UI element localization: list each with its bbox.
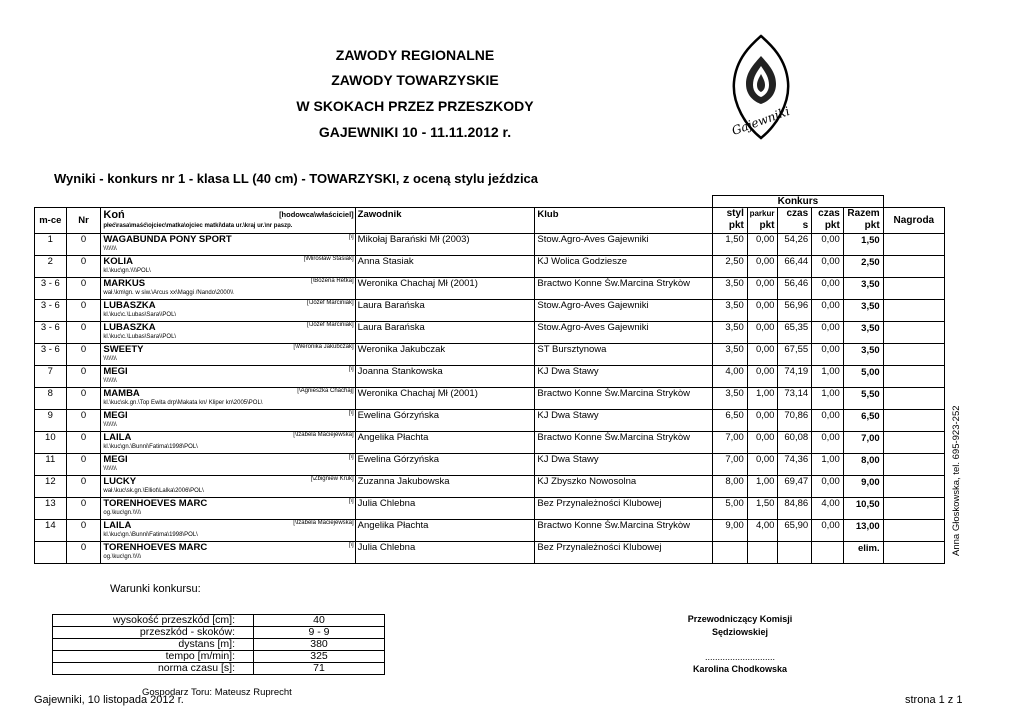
czas-cell: 65,35 — [778, 322, 812, 344]
col-czas-pkt — [812, 208, 844, 234]
horse-desc: \\\\\\\\ — [103, 422, 117, 428]
col-parkur-bot: pkt — [759, 220, 775, 231]
club-cell: KJ Dwa Stawy — [535, 410, 713, 432]
col-czas-pkt-top: czas — [818, 208, 840, 219]
place-cell: 3 - 6 — [35, 278, 67, 300]
conditions-table — [52, 614, 385, 675]
prize-cell — [883, 476, 944, 498]
razem-cell: 6,50 — [843, 410, 883, 432]
nr-cell: 0 — [66, 432, 101, 454]
club-cell: Stow.Agro-Aves Gajewniki — [535, 322, 713, 344]
table-row — [35, 476, 945, 498]
horse-cell — [101, 300, 355, 322]
horse-owner: [\] — [348, 542, 354, 548]
col-razem — [843, 208, 883, 234]
horse-owner: [\Izabela Maciejewska] — [293, 520, 354, 526]
horse-name: KOLIA — [103, 256, 133, 267]
place-cell: 7 — [35, 366, 67, 388]
nr-cell: 0 — [66, 322, 101, 344]
czas-pkt-cell: 0,00 — [812, 322, 844, 344]
horse-desc: \\\\\\\\ — [103, 246, 117, 252]
condition-value: 9 - 9 — [254, 627, 385, 639]
horse-desc: wał.\kuc\sk.gn.\Elliot\Lalka\2006\POL\ — [103, 488, 204, 494]
horse-owner: [\] — [348, 498, 354, 504]
conditions-title: Warunki konkursu: — [110, 583, 201, 595]
rider-cell: Laura Barańska — [355, 300, 535, 322]
club-cell: KJ Dwa Stawy — [535, 454, 713, 476]
czas-cell: 56,46 — [778, 278, 812, 300]
prize-cell — [883, 300, 944, 322]
col-nr: Nr — [66, 208, 101, 234]
horse-desc: og.\kuc\gn.\\\\\ — [103, 510, 142, 516]
condition-row — [53, 627, 385, 639]
horse-cell — [101, 256, 355, 278]
rider-cell: Angelika Płachta — [355, 432, 535, 454]
nr-cell: 0 — [66, 300, 101, 322]
horse-name: TORENHOEVES MARC — [103, 542, 208, 553]
prize-cell — [883, 322, 944, 344]
czas-cell: 74,36 — [778, 454, 812, 476]
razem-cell: 5,00 — [843, 366, 883, 388]
czas-cell — [778, 542, 812, 564]
col-czas-s-bot: s — [802, 220, 809, 231]
club-cell: Bez Przynależności Klubowej — [535, 498, 713, 520]
czas-pkt-cell: 1,00 — [812, 454, 844, 476]
czas-pkt-cell: 0,00 — [812, 344, 844, 366]
condition-label: tempo [m/min]: — [53, 651, 254, 663]
czas-cell: 84,86 — [778, 498, 812, 520]
horse-desc: \\\\\\\\ — [103, 378, 117, 384]
razem-cell: 13,00 — [843, 520, 883, 542]
styl-cell: 3,50 — [713, 322, 748, 344]
col-styl-bot: pkt — [728, 220, 744, 231]
czas-cell: 54,26 — [778, 234, 812, 256]
table-row — [35, 300, 945, 322]
side-note — [951, 396, 965, 556]
prize-cell — [883, 542, 944, 564]
nr-cell: 0 — [66, 234, 101, 256]
horse-cell — [101, 278, 355, 300]
club-cell: Stow.Agro-Aves Gajewniki — [535, 300, 713, 322]
club-cell: ST Bursztynowa — [535, 344, 713, 366]
styl-cell: 3,50 — [713, 388, 748, 410]
parkur-cell: 0,00 — [747, 410, 778, 432]
razem-cell: 2,50 — [843, 256, 883, 278]
col-place: m-ce — [35, 208, 67, 234]
prize-cell — [883, 344, 944, 366]
horse-desc: kl.\kuc\c.\Lubas\Sara\\POL\ — [103, 312, 177, 318]
horse-cell — [101, 432, 355, 454]
horse-owner: [\Mirosław Stasiak] — [303, 256, 354, 262]
horse-owner: [\] — [348, 366, 354, 372]
title-line-4: GAJEWNIKI 10 - 11.11.2012 r. — [318, 124, 512, 140]
horse-cell — [101, 520, 355, 542]
parkur-cell: 0,00 — [747, 256, 778, 278]
club-cell: Stow.Agro-Aves Gajewniki — [535, 234, 713, 256]
col-horse-sub: płeć\rasa\maść\ojciec\matka\ojciec matki\data ur.\kraj ur.\nr paszp. — [103, 223, 293, 229]
horse-owner: [\Zbigniew Kruk] — [310, 476, 354, 482]
styl-cell: 3,50 — [713, 344, 748, 366]
razem-cell: 7,00 — [843, 432, 883, 454]
condition-row — [53, 651, 385, 663]
rider-cell: Weronika Chachaj Mł (2001) — [355, 278, 535, 300]
col-club: Klub — [535, 208, 713, 234]
horse-name: MAMBA — [103, 388, 140, 399]
table-row — [35, 388, 945, 410]
club-cell: Bractwo Konne Św.Marcina Strykòw — [535, 278, 713, 300]
club-cell: Bez Przynależności Klubowej — [535, 542, 713, 564]
rider-cell: Ewelina Górzyńska — [355, 410, 535, 432]
table-row — [35, 322, 945, 344]
rider-cell: Mikołaj Barański Mł (2003) — [355, 234, 535, 256]
place-cell: 10 — [35, 432, 67, 454]
horse-owner: [\Izabela Maciejewska] — [293, 432, 354, 438]
club-cell: KJ Zbyszko Nowosolna — [535, 476, 713, 498]
place-date: Gajewniki, 10 listopada 2012 r. — [34, 694, 184, 706]
razem-cell: 9,00 — [843, 476, 883, 498]
parkur-cell — [747, 542, 778, 564]
horse-desc: kl.\kuc\gn.\Bunni\Fatima\1998\POL\ — [103, 444, 198, 450]
prize-cell — [883, 410, 944, 432]
razem-cell: 3,50 — [843, 322, 883, 344]
col-razem-bot: pkt — [864, 220, 880, 231]
razem-cell: 3,50 — [843, 344, 883, 366]
place-cell: 2 — [35, 256, 67, 278]
nr-cell: 0 — [66, 498, 101, 520]
page-number: strona 1 z 1 — [905, 694, 963, 706]
nr-cell: 0 — [66, 344, 101, 366]
place-cell: 13 — [35, 498, 67, 520]
table-row — [35, 366, 945, 388]
styl-cell: 5,00 — [713, 498, 748, 520]
razem-cell: elim. — [843, 542, 883, 564]
razem-cell: 3,50 — [843, 300, 883, 322]
parkur-cell: 0,00 — [747, 300, 778, 322]
horse-desc: kl.\kuc\c.\Lubas\Sara\\POL\ — [103, 334, 177, 340]
condition-value: 325 — [254, 651, 385, 663]
czas-pkt-cell: 0,00 — [812, 256, 844, 278]
col-styl-top: styl — [726, 208, 744, 219]
nr-cell: 0 — [66, 278, 101, 300]
horse-name: LUBASZKA — [103, 322, 156, 333]
horse-owner: [\] — [348, 234, 354, 240]
czas-cell: 65,90 — [778, 520, 812, 542]
table-row — [35, 454, 945, 476]
razem-cell: 1,50 — [843, 234, 883, 256]
parkur-cell: 0,00 — [747, 322, 778, 344]
prize-cell — [883, 454, 944, 476]
styl-cell: 8,00 — [713, 476, 748, 498]
condition-label: wysokość przeszkód [cm]: — [53, 615, 254, 627]
horse-name: LAILA — [103, 520, 132, 531]
rider-cell: Weronika Jakubczak — [355, 344, 535, 366]
czas-pkt-cell: 0,00 — [812, 278, 844, 300]
styl-cell: 7,00 — [713, 432, 748, 454]
table-row — [35, 432, 945, 454]
place-cell: 3 - 6 — [35, 300, 67, 322]
horse-cell — [101, 388, 355, 410]
horse-desc: wał.\km\gn. w siw.\Arcus xx\Maggi /Nando\2000\\ — [103, 290, 234, 296]
horse-name: MEGI — [103, 454, 128, 465]
table-row — [35, 256, 945, 278]
czas-cell: 66,44 — [778, 256, 812, 278]
czas-pkt-cell — [812, 542, 844, 564]
condition-value: 380 — [254, 639, 385, 651]
parkur-cell: 1,00 — [747, 476, 778, 498]
styl-cell: 7,00 — [713, 454, 748, 476]
parkur-cell: 0,00 — [747, 454, 778, 476]
horse-name: LAILA — [103, 432, 132, 443]
rider-cell: Joanna Stankowska — [355, 366, 535, 388]
horse-owner: [\Józef Marciniak] — [306, 300, 354, 306]
jury-line-1: Przewodniczący Komisji — [687, 614, 793, 624]
title-line-3: W SKOKACH PRZEZ PRZESZKODY — [296, 98, 534, 114]
col-rider: Zawodnik — [355, 208, 535, 234]
horse-desc: kl.\kuc\gn.\Bunni\Fatima\1998\POL\ — [103, 532, 198, 538]
razem-cell: 8,00 — [843, 454, 883, 476]
parkur-cell: 1,00 — [747, 388, 778, 410]
horse-owner: [\Agnieszka Chachaj] — [297, 388, 354, 394]
rider-cell: Angelika Płachta — [355, 520, 535, 542]
horse-name: MEGI — [103, 366, 128, 377]
horse-desc: \\\\\\\\ — [103, 466, 117, 472]
side-note-text: Anna Głoskowska, tel. 695-923-252 — [951, 405, 962, 556]
horse-name: MEGI — [103, 410, 128, 421]
konkurs-header: Konkurs — [713, 196, 884, 208]
condition-value: 71 — [254, 663, 385, 675]
horse-desc: kl.\kuc\sk.gn.\Top Ewita drp\Makata kn/ Kliper kn\2005\POL\ — [103, 400, 263, 406]
col-owner-hint: [hodowca\właściciel] — [279, 210, 354, 219]
parkur-cell: 0,00 — [747, 278, 778, 300]
czas-cell: 73,14 — [778, 388, 812, 410]
horse-owner: [\Weronika Jakubczak] — [293, 344, 354, 350]
horse-cell — [101, 454, 355, 476]
col-czas-s — [778, 208, 812, 234]
czas-pkt-cell: 4,00 — [812, 498, 844, 520]
horse-cell — [101, 410, 355, 432]
table-row — [35, 278, 945, 300]
prize-cell — [883, 498, 944, 520]
rider-cell: Zuzanna Jakubowska — [355, 476, 535, 498]
col-prize: Nagroda — [883, 208, 944, 234]
horse-name: LUBASZKA — [103, 300, 156, 311]
prize-cell — [883, 278, 944, 300]
parkur-cell: 1,50 — [747, 498, 778, 520]
czas-cell: 67,55 — [778, 344, 812, 366]
gajewniki-logo — [722, 30, 800, 145]
nr-cell: 0 — [66, 388, 101, 410]
horse-owner: [\Józef Marciniak] — [306, 322, 354, 328]
horse-cell — [101, 498, 355, 520]
condition-row — [53, 639, 385, 651]
rider-cell: Laura Barańska — [355, 322, 535, 344]
horse-name: LUCKY — [103, 476, 137, 487]
horse-cell — [101, 322, 355, 344]
horse-cell — [101, 366, 355, 388]
nr-cell: 0 — [66, 454, 101, 476]
horse-cell — [101, 542, 355, 564]
table-row — [35, 520, 945, 542]
styl-cell: 3,50 — [713, 278, 748, 300]
czas-pkt-cell: 0,00 — [812, 476, 844, 498]
table-row — [35, 542, 945, 564]
rider-cell: Anna Stasiak — [355, 256, 535, 278]
horse-name: WAGABUNDA PONY SPORT — [103, 234, 232, 245]
condition-value: 40 — [254, 615, 385, 627]
nr-cell: 0 — [66, 476, 101, 498]
razem-cell: 10,50 — [843, 498, 883, 520]
table-row — [35, 344, 945, 366]
czas-cell: 60,08 — [778, 432, 812, 454]
place-cell — [35, 542, 67, 564]
col-czas-s-top: czas — [786, 208, 809, 219]
parkur-cell: 0,00 — [747, 366, 778, 388]
czas-pkt-cell: 1,00 — [812, 388, 844, 410]
styl-cell: 4,00 — [713, 366, 748, 388]
horse-cell — [101, 234, 355, 256]
course-designer: Gospodarz Toru: Mateusz Ruprecht — [142, 687, 292, 698]
col-czas-pkt-bot: pkt — [824, 220, 840, 231]
table-row — [35, 410, 945, 432]
condition-label: dystans [m]: — [53, 639, 254, 651]
table-row — [35, 234, 945, 256]
condition-row — [53, 663, 385, 675]
place-cell: 8 — [35, 388, 67, 410]
rider-cell: Julia Chlebna — [355, 498, 535, 520]
czas-pkt-cell: 0,00 — [812, 520, 844, 542]
title-line-1: ZAWODY REGIONALNE — [335, 47, 495, 63]
col-horse — [101, 208, 355, 234]
czas-pkt-cell: 0,00 — [812, 432, 844, 454]
col-parkur — [747, 208, 778, 234]
horse-desc: kl.\kuc\gn.\\\\POL\ — [103, 268, 151, 274]
horse-name: TORENHOEVES MARC — [103, 498, 208, 509]
jury-name: Karolina Chodkowska — [692, 664, 788, 674]
styl-cell: 3,50 — [713, 300, 748, 322]
styl-cell: 6,50 — [713, 410, 748, 432]
nr-cell: 0 — [66, 542, 101, 564]
czas-pkt-cell: 0,00 — [812, 410, 844, 432]
club-cell: Bractwo Konne Św.Marcina Strykòw — [535, 388, 713, 410]
prize-cell — [883, 256, 944, 278]
place-cell: 9 — [35, 410, 67, 432]
condition-label: przeszkód - skoków: — [53, 627, 254, 639]
razem-cell: 5,50 — [843, 388, 883, 410]
styl-cell — [713, 542, 748, 564]
horse-owner: [\] — [348, 454, 354, 460]
nr-cell: 0 — [66, 410, 101, 432]
parkur-cell: 0,00 — [747, 432, 778, 454]
results-table — [34, 195, 945, 564]
prize-cell — [883, 234, 944, 256]
prize-cell — [883, 366, 944, 388]
horse-owner: [\Bożena Retka] — [310, 278, 354, 284]
place-cell: 3 - 6 — [35, 344, 67, 366]
rider-cell: Julia Chlebna — [355, 542, 535, 564]
club-cell: Bractwo Konne Św.Marcina Strykòw — [535, 432, 713, 454]
place-cell: 3 - 6 — [35, 322, 67, 344]
col-styl — [713, 208, 748, 234]
club-cell: KJ Dwa Stawy — [535, 366, 713, 388]
parkur-cell: 0,00 — [747, 234, 778, 256]
czas-cell: 56,96 — [778, 300, 812, 322]
club-cell: KJ Wolica Godziesze — [535, 256, 713, 278]
horse-desc: og.\kuc\gn.\\\\\ — [103, 554, 142, 560]
horse-desc: \\\\\\\\ — [103, 356, 117, 362]
czas-pkt-cell: 1,00 — [812, 366, 844, 388]
col-parkur-top: parkur — [749, 209, 775, 218]
horse-name: SWEETY — [103, 344, 144, 355]
rider-cell: Ewelina Górzyńska — [355, 454, 535, 476]
nr-cell: 0 — [66, 366, 101, 388]
horse-cell — [101, 344, 355, 366]
competition-subtitle: Wyniki - konkurs nr 1 - klasa LL (40 cm) - TOWARZYSKI, z oceną stylu jeździca — [54, 171, 539, 186]
styl-cell: 9,00 — [713, 520, 748, 542]
club-cell: Bractwo Konne Św.Marcina Strykòw — [535, 520, 713, 542]
place-cell: 1 — [35, 234, 67, 256]
styl-cell: 2,50 — [713, 256, 748, 278]
parkur-cell: 4,00 — [747, 520, 778, 542]
condition-label: norma czasu [s]: — [53, 663, 254, 675]
jury-line-2: Sędziowskiej — [711, 627, 769, 637]
prize-cell — [883, 432, 944, 454]
czas-cell: 74,19 — [778, 366, 812, 388]
horse-cell — [101, 476, 355, 498]
czas-pkt-cell: 0,00 — [812, 300, 844, 322]
czas-pkt-cell: 0,00 — [812, 234, 844, 256]
col-razem-top: Razem — [847, 208, 880, 219]
rider-cell: Weronika Chachaj Mł (2001) — [355, 388, 535, 410]
nr-cell: 0 — [66, 256, 101, 278]
horse-owner: [\] — [348, 410, 354, 416]
place-cell: 14 — [35, 520, 67, 542]
czas-cell: 69,47 — [778, 476, 812, 498]
prize-cell — [883, 388, 944, 410]
title-line-2: ZAWODY TOWARZYSKIE — [331, 72, 499, 88]
svg-text:Gajewniki: Gajewniki — [729, 104, 792, 138]
jury-dots: ............................ — [704, 652, 775, 662]
table-row — [35, 498, 945, 520]
nr-cell: 0 — [66, 520, 101, 542]
horse-name: MARKUS — [103, 278, 146, 289]
prize-cell — [883, 520, 944, 542]
condition-row — [53, 615, 385, 627]
col-horse-label: Koń — [103, 209, 125, 221]
czas-cell: 70,86 — [778, 410, 812, 432]
place-cell: 12 — [35, 476, 67, 498]
place-cell: 11 — [35, 454, 67, 476]
parkur-cell: 0,00 — [747, 344, 778, 366]
razem-cell: 3,50 — [843, 278, 883, 300]
styl-cell: 1,50 — [713, 234, 748, 256]
